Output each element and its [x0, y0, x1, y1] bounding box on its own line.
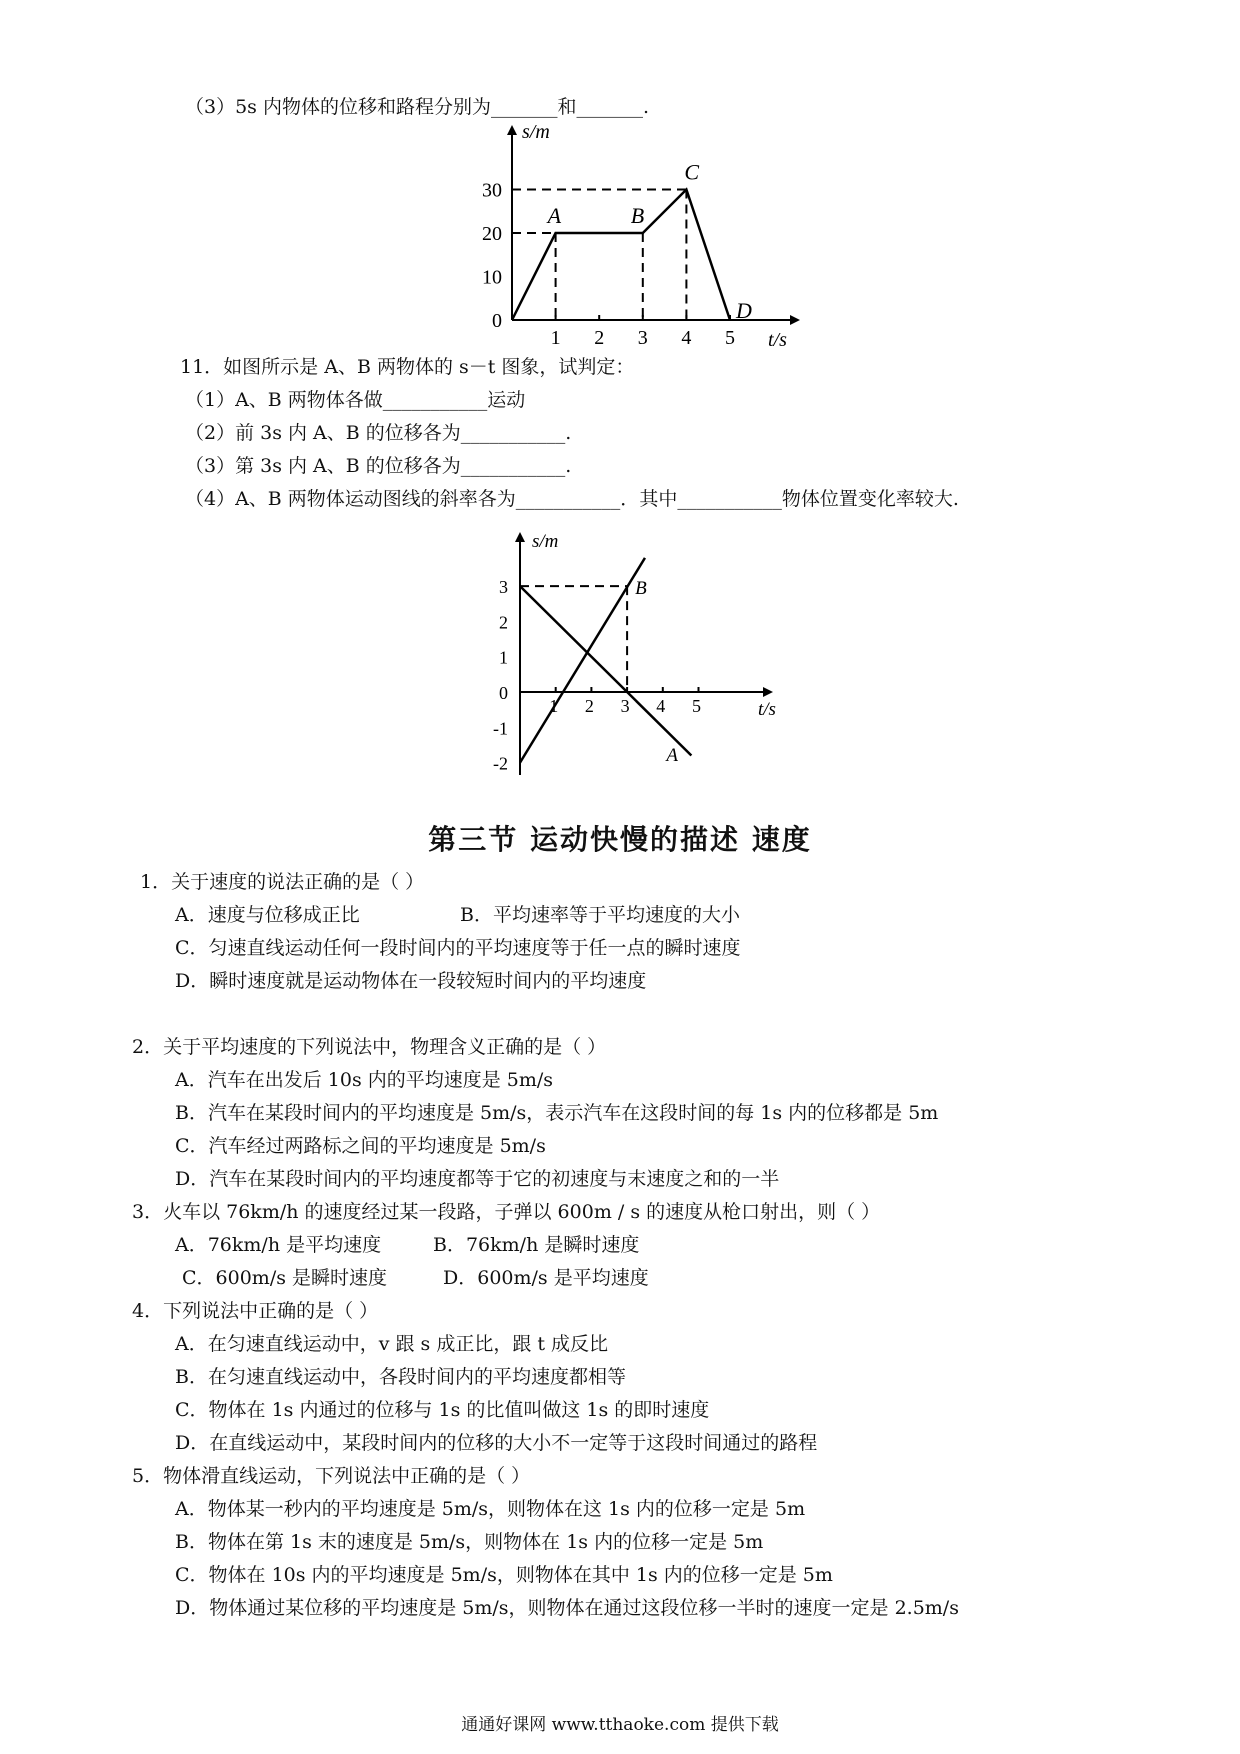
q2-stem: 2．关于平均速度的下列说法中，物理含义正确的是（ ） — [132, 1036, 607, 1058]
q2-option-a: A．汽车在出发后 10s 内的平均速度是 5m/s — [175, 1069, 554, 1091]
chart-2-ylabel: s/m — [532, 531, 559, 552]
chart-1-xtick-label: 3 — [637, 327, 648, 349]
chart-1-ylabel: s/m — [522, 121, 550, 143]
chart-2-ytick-label: 0 — [499, 683, 508, 703]
q5-option-c: C．物体在 10s 内的平均速度是 5m/s，则物体在其中 1s 内的位移一定是 5m — [175, 1564, 833, 1586]
q2-option-b: B．汽车在某段时间内的平均速度是 5m/s，表示汽车在这段时间的每 1s 内的位移都是 5m — [175, 1102, 939, 1124]
question-11-part-1: （1）A、B 两物体各做___________运动 — [185, 389, 526, 411]
q4-option-d: D．在直线运动中，某段时间内的位移的大小不一定等于这段时间通过的路程 — [175, 1432, 818, 1454]
q4-option-a: A．在匀速直线运动中，v 跟 s 成正比，跟 t 成反比 — [175, 1333, 609, 1355]
chart-2-line-label-a: A — [666, 744, 678, 766]
chart-2-xtick-label: 2 — [584, 696, 594, 716]
chart-1-point-label-c: C — [684, 159, 700, 185]
q4-option-b: B．在匀速直线运动中，各段时间内的平均速度都相等 — [175, 1366, 626, 1388]
q4-stem: 4．下列说法中正确的是（ ） — [132, 1300, 379, 1322]
q5-option-d: D．物体通过某位移的平均速度是 5m/s，则物体在通过这段位移一半时的速度一定是 2.5m/s — [175, 1597, 959, 1619]
question-11-part-3: （3）第 3s 内 A、B 的位移各为___________. — [185, 455, 572, 477]
chart-2-ytick-label: 3 — [499, 577, 508, 598]
q5-option-b: B．物体在第 1s 末的速度是 5m/s，则物体在 1s 内的位移一定是 5m — [175, 1531, 764, 1553]
chart-1-xtick-label: 1 — [550, 327, 561, 349]
q3-option-c: C．600m/s 是瞬时速度 — [182, 1267, 388, 1289]
q1-option-d: D．瞬时速度就是运动物体在一段较短时间内的平均速度 — [175, 970, 647, 992]
q1-option-b: B．平均速率等于平均速度的大小 — [460, 904, 740, 926]
chart-2-xlabel: t/s — [758, 699, 776, 720]
chart-2-ytick-label: 2 — [499, 612, 508, 633]
q5-stem: 5．物体滑直线运动，下列说法中正确的是（ ） — [132, 1465, 531, 1487]
q3-option-d: D．600m/s 是平均速度 — [443, 1267, 649, 1289]
chart-2-y-arrow — [515, 532, 525, 542]
chart-2-xtick-label: 1 — [549, 696, 559, 716]
chart-2-s-t-graph — [480, 525, 810, 785]
chart-2-line-b — [520, 558, 645, 763]
question-11-stem: 11．如图所示是 A、B 两物体的 s－t 图象，试判定： — [180, 356, 635, 378]
question-11-part-2: （2）前 3s 内 A、B 的位移各为___________. — [185, 422, 572, 444]
chart-1-ytick-label: 30 — [482, 179, 502, 202]
chart-2-ytick-label: 1 — [499, 647, 508, 668]
q3-option-b: B．76km/h 是瞬时速度 — [433, 1234, 640, 1256]
chart-1-x-arrow — [790, 315, 800, 325]
chart-1-point-label-d: D — [736, 298, 752, 323]
chart-1-ytick-label: 10 — [482, 266, 502, 289]
chart-1-series-line — [512, 190, 730, 321]
chart-1-xlabel: t/s — [768, 329, 787, 350]
q4-option-c: C．物体在 1s 内通过的位移与 1s 的比值叫做这 1s 的即时速度 — [175, 1399, 710, 1421]
q3-option-a: A．76km/h 是平均速度 — [175, 1234, 382, 1256]
chart-2-ytick-label: -2 — [493, 753, 508, 774]
question-11-part-4: （4）A、B 两物体运动图线的斜率各为___________．其中___________物体位置变化率较大. — [185, 488, 959, 510]
section-title: 第三节 运动快慢的描述 速度 — [428, 823, 812, 856]
q1-option-c: C．匀速直线运动任何一段时间内的平均速度等于任一点的瞬时速度 — [175, 937, 741, 959]
chart-1-point-label-b: B — [630, 203, 645, 228]
chart-2-xtick-label: 3 — [620, 696, 630, 716]
q3-stem: 3．火车以 76km/h 的速度经过某一段路，子弹以 600m / s 的速度从枪口射出，则（ ） — [132, 1201, 881, 1223]
chart-2-line-a — [520, 586, 691, 755]
chart-2-ytick-label: -1 — [493, 718, 508, 739]
q2-option-d: D．汽车在某段时间内的平均速度都等于它的初速度与末速度之和的一半 — [175, 1168, 780, 1190]
chart-2-xtick-label: 4 — [656, 696, 666, 716]
question-10-part-3: （3）5s 内物体的位移和路程分别为_______和_______. — [185, 96, 650, 118]
chart-1-xtick-label: 2 — [594, 327, 605, 349]
q1-option-a: A．速度与位移成正比 — [175, 904, 360, 926]
chart-1-point-label-a: A — [547, 203, 562, 228]
chart-2-x-arrow — [763, 687, 773, 697]
chart-1-ytick-label: 20 — [482, 223, 502, 245]
chart-1-y-arrow — [507, 125, 517, 135]
q1-stem: 1．关于速度的说法正确的是（ ） — [140, 871, 425, 893]
q2-option-c: C．汽车经过两路标之间的平均速度是 5m/s — [175, 1135, 546, 1157]
q5-option-a: A．物体某一秒内的平均速度是 5m/s，则物体在这 1s 内的位移一定是 5m — [175, 1498, 806, 1520]
chart-1-s-t-graph — [470, 120, 810, 350]
chart-1-ytick-label: 0 — [492, 310, 502, 332]
chart-2-line-label-b: B — [635, 578, 647, 600]
chart-1-xtick-label: 5 — [725, 327, 735, 349]
chart-1-xtick-label: 4 — [681, 327, 692, 349]
page-footer: 通通好课网 www.tthaoke.com 提供下载 — [461, 1715, 779, 1735]
chart-2-xtick-label: 5 — [692, 696, 701, 716]
